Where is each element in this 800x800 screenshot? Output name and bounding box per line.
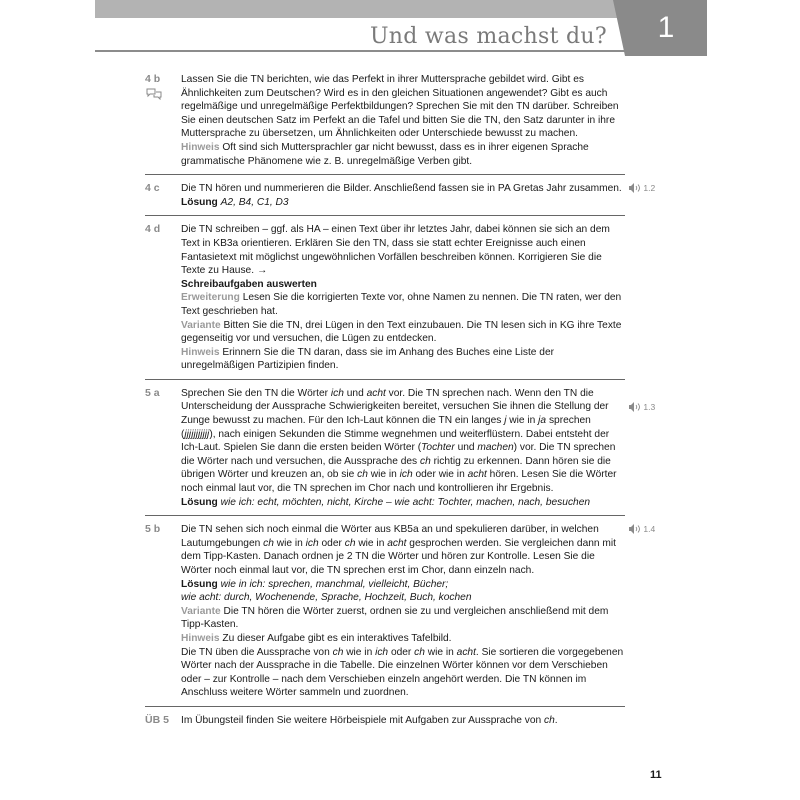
- section-text: Sprechen Sie den TN die Wörter ich und acht vor. Die TN sprechen nach. Wenn den TN die Unterscheidung der Aussprache Schwierigkeiten bereitet, versuchen Sie ihnen die Stellung der Zunge bewusst zu machen. Für den Ich-Laut können die TN ein langes j wie in ja sprechen (jjjjjjjjjjj), nach einigen Sekunden die Stimme wegnehmen und weiterflüstern. Dabei entsteht der Ich-Laut. Spielen Sie dann die ersten beiden Wörter (Tochter und machen) vor. Die TN sprechen die Wörter nach und versuchen, die Aussprache des ch richtig zu erkennen. Dann hören sie die übrigen Wörter und kreuzen an, ob sie ch wie in ich oder wie in acht hören. Lesen Sie die Wörter noch einmal laut vor, die TN sprechen im Chor nach und kontrollieren ihr Ergebnis.: [181, 387, 617, 495]
- hint-text: Zu dieser Aufgabe gibt es ein interaktives Tafelbild.: [222, 632, 452, 644]
- section-id: 4 c: [145, 182, 160, 195]
- title-bar: [95, 18, 635, 58]
- speaker-icon: [629, 402, 641, 412]
- section-text: Im Übungsteil finden Sie weitere Hörbeispiele mit Aufgaben zur Aussprache von ch.: [181, 714, 558, 726]
- discussion-icon: [146, 88, 162, 100]
- section-id: 5 a: [145, 386, 160, 399]
- solution-paragraph: [181, 196, 625, 210]
- section-ub5: [145, 712, 625, 734]
- extension-text: Lesen Sie die korrigierten Texte vor, ohne Namen zu nennen. Die TN raten, wer den Text geschrieben hat.: [181, 292, 622, 317]
- solution-label: Lösung: [181, 496, 218, 508]
- variant-paragraph: [181, 319, 625, 346]
- header-bar: [95, 0, 625, 18]
- hint-label: Hinweis: [181, 632, 220, 644]
- page-title: Und was machst du?: [369, 24, 607, 49]
- audio-track-marker[interactable]: [629, 523, 669, 537]
- solution-text: A2, B4, C1, D3: [220, 196, 289, 208]
- hint-label: Hinweis: [181, 346, 220, 358]
- solution-text-line2: wie acht: durch, Wochenende, Sprache, Hochzeit, Buch, kochen: [181, 592, 472, 604]
- section-4c: [145, 180, 656, 216]
- speaker-icon: [629, 183, 641, 193]
- variant-label: Variante: [181, 605, 221, 617]
- section-text: [181, 223, 625, 277]
- solution-label: Lösung: [181, 578, 218, 590]
- section-id: 4 d: [145, 223, 161, 236]
- audio-track-marker[interactable]: [629, 182, 669, 196]
- speaker-icon: [629, 524, 641, 534]
- variant-text: Die TN hören die Wörter zuerst, ordnen sie zu und vergleichen anschließend mit dem Tipp-Kasten.: [181, 605, 609, 631]
- audio-track-number: 1.4: [643, 524, 656, 535]
- audio-track-number: 1.3: [643, 401, 656, 412]
- hint-paragraph: [181, 141, 625, 168]
- solution-text: wie ich: echt, möchten, nicht, Kirche – wie acht: Tochter, machen, nach, besuchen: [220, 496, 591, 508]
- hint-text: Erinnern Sie die TN daran, dass sie im Anhang des Buches eine Liste der unregelmäßigen Partizipien finden.: [181, 346, 555, 372]
- section-text: Lassen Sie die TN berichten, wie das Perfekt in ihrer Muttersprache gebildet wird. Gibt es Ähnlichkeiten zum Deutschen? Wird es in den gleichen Situationen angewendet? Gibt es auch regelmäßige und unregelmäßige Perfektbildungen? Sprechen Sie mit den TN darüber. Schreiben Sie einen deutschen Satz im Perfekt an die Tafel und bitten Sie die TN, den Satz darunter in ihre Muttersprache zu übersetzen, um Ähnlichkeiten oder Unterschiede bewusst zu machen.: [181, 74, 619, 140]
- variant-text: Bitten Sie die TN, drei Lügen in den Text einzubauen. Die TN lesen sich in KG ihre Texte gegenseitig vor und versuchen, die Lügen zu entdecken.: [181, 319, 622, 345]
- section-4d: [145, 221, 625, 380]
- page-number: 11: [650, 769, 662, 781]
- section-id: 5 b: [145, 523, 161, 536]
- section-text: Die TN sehen sich noch einmal die Wörter aus KB5a an und spekulieren darüber, in welchen Lautumgebungen ch wie in ich oder ch wie in acht gesprochen werden. Sie vergleichen dann mit dem Tipp-Kasten. Danach ordnen je 2 TN die Wörter und hören zur Kontrolle. Lesen Sie die Wörter noch einmal laut vor, die TN sprechen erst im Chor, dann einzeln nach.: [181, 524, 617, 576]
- hint-label: Hinweis: [181, 141, 220, 153]
- section-5a: [145, 385, 656, 516]
- section-5b: [145, 521, 656, 707]
- audio-track-marker[interactable]: [629, 401, 669, 415]
- task-title: Schreibaufgaben auswerten: [181, 278, 317, 290]
- main-content: [145, 71, 656, 734]
- solution-text: wie in ich: sprechen, manchmal, vielleicht, Bücher;: [220, 578, 449, 590]
- arrow-right-icon: →: [257, 265, 268, 277]
- interactive-board-text: Die TN üben die Aussprache von ch wie in ich oder ch wie in acht. Sie sortieren die vorgegebenen Wörter nach der Aussprache in die Tabelle. Die einzelnen Wörter können vor dem Verschieben oder – zur Kontrolle – nach dem Verschieben einzeln angehört werden. Die TN können im Anschluss weitere Wörter sammeln und zuordnen.: [181, 646, 624, 699]
- section-4b: [145, 71, 625, 175]
- title-rule: [95, 50, 625, 52]
- chapter-number: 1: [625, 0, 707, 56]
- section-text-main: Die TN schreiben – ggf. als HA – einen Text über ihr letztes Jahr, dabei können sie sich an dem Text in KB3a orientieren. Erklären Sie den TN, dass sie statt echter Ereignisse auch einen Fantasietext mit möglichst ungewöhnlichen Vorfällen beschreiben können. Korrigieren Sie die Texte zu Hause.: [181, 224, 610, 277]
- section-id: 4 b: [145, 73, 161, 85]
- solution-paragraph: [181, 496, 625, 510]
- section-text: Die TN hören und nummerieren die Bilder. Anschließend fassen sie in PA Gretas Jahr zusammen.: [181, 183, 622, 195]
- solution-paragraph: [181, 578, 625, 592]
- hint-paragraph: [181, 346, 625, 373]
- variant-label: Variante: [181, 319, 221, 331]
- section-id: ÜB 5: [145, 713, 169, 726]
- variant-paragraph: [181, 605, 625, 632]
- hint-text: Oft sind sich Muttersprachler gar nicht bewusst, dass es in ihrer eigenen Sprache grammatische Phänomene wie z. B. unregelmäßige Verben gibt.: [181, 141, 589, 167]
- hint-paragraph: [181, 632, 625, 646]
- solution-label: Lösung: [181, 196, 218, 208]
- extension-paragraph: [181, 291, 625, 318]
- audio-track-number: 1.2: [643, 183, 656, 194]
- extension-label: Erweiterung: [181, 292, 240, 304]
